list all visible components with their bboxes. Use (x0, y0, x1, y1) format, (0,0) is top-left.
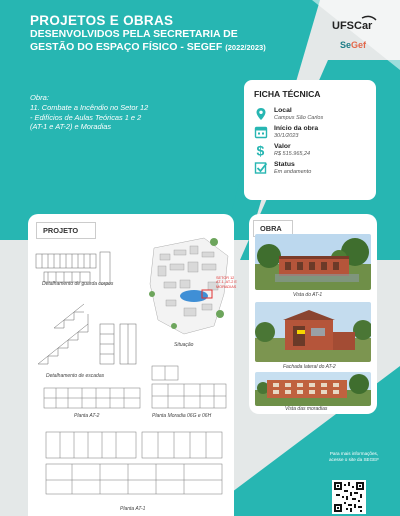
escadas-drawing (34, 294, 144, 376)
page-subtitle (30, 28, 280, 54)
svg-text:$: $ (256, 143, 265, 158)
ufscar-logo-text: UFSCar (332, 20, 373, 32)
ficha-label-status: Status (274, 161, 295, 169)
obra-line-1: 11. Combate a Incêndio no Setor 12 (30, 103, 149, 113)
ficha-value-inicio: 30/1/2023 (274, 132, 299, 139)
ufscar-logo (332, 14, 378, 36)
ficha-row-local (254, 107, 366, 121)
obra-description (30, 93, 148, 132)
ficha-row-status (254, 161, 366, 175)
ficha-row-inicio (254, 125, 366, 139)
caption-guarda-corpos: Detalhamento de guarda corpos (42, 281, 114, 287)
photo-at2 (255, 302, 371, 362)
ficha-label-inicio: Início da obra (274, 125, 319, 133)
dollar-icon (254, 143, 268, 157)
segef-logo-part2: Gef (351, 40, 367, 50)
planta-at1-drawing (42, 428, 228, 504)
ficha-value-local: Campus São Carlos (274, 114, 324, 121)
calendar-icon (254, 125, 268, 139)
qr-info-text: Para mais informações, acesse o site da SEGEF (328, 451, 380, 462)
qr-code[interactable] (332, 480, 366, 514)
subtitle-year: (2022/2023) (225, 42, 266, 52)
photo-moradias (255, 372, 371, 406)
checkbox-icon (254, 161, 268, 175)
planta-moradia-drawing (148, 364, 230, 412)
caption-planta-at1: Planta AT-1 (120, 506, 146, 512)
obra-label: Obra: (30, 93, 49, 102)
caption-vista-moradias: Vista das moradias (285, 406, 328, 412)
obra-line-2: - Edifícios de Aulas Teóricas 1 e 2 (30, 112, 142, 122)
ficha-tecnica-card (244, 80, 376, 200)
subtitle-text: DESENVOLVIDOS PELA SECRETARIA DE GESTÃO DO ESPAÇO FÍSICO - SEGEF (30, 28, 238, 53)
projeto-tag: PROJETO (36, 222, 96, 239)
ficha-value-valor: R$ 515.965,24 (274, 150, 311, 157)
segef-logo (340, 40, 366, 50)
ficha-label-local: Local (274, 107, 292, 114)
planta-at2-drawing (42, 386, 142, 410)
obra-tag: OBRA (253, 220, 293, 237)
obra-photos-panel (249, 214, 377, 414)
caption-vista-at1: Vista do AT-1 (293, 292, 323, 298)
caption-escadas: Detalhamento de escadas (46, 373, 105, 379)
photo-at1 (255, 234, 371, 290)
ficha-label-valor: Valor (274, 143, 291, 151)
location-icon (254, 107, 268, 121)
obra-line-3: (AT-1 e AT-2) e Moradias (30, 122, 112, 132)
caption-situacao: Situação (174, 342, 194, 348)
map-annotation: SETOR 12 AT-1, AT-2 E MORADIAS (216, 276, 237, 289)
caption-planta-at2: Planta AT-2 (74, 413, 100, 419)
ficha-title: FICHA TÉCNICA (254, 89, 321, 99)
caption-fachada-at2: Fachada lateral do AT-2 (283, 364, 336, 370)
ficha-row-valor (254, 143, 366, 157)
ficha-value-status: Em andamento (274, 168, 312, 175)
caption-planta-moradia: Planta Moradia 06G e 06H (152, 413, 212, 419)
segef-logo-part1: Se (340, 40, 352, 50)
projeto-panel (28, 214, 237, 516)
page-title: PROJETOS E OBRAS (30, 13, 174, 28)
